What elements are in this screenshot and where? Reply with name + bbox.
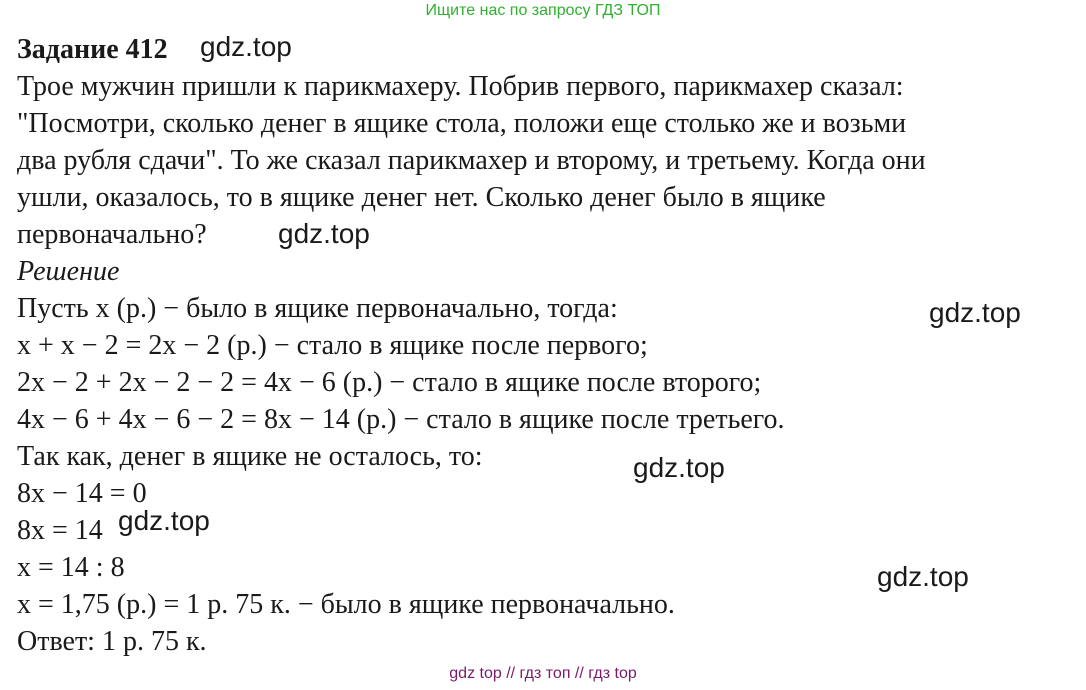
watermark: gdz.top <box>929 297 1021 328</box>
solution-line: x + x − 2 = 2x − 2 (р.) − стало в ящике после первого; <box>17 330 648 361</box>
solution-line: Пусть x (р.) − было в ящике первоначально, тогда: <box>17 293 618 324</box>
statement-line: "Посмотри, сколько денег в ящике стола, положи еще столько же и возьми <box>17 108 907 139</box>
bottom-footer: gdz top // гдз топ // гдз top <box>449 665 637 682</box>
watermark: gdz.top <box>278 218 370 249</box>
watermark: gdz.top <box>633 452 725 483</box>
solution-line: x = 1,75 (р.) = 1 р. 75 к. − было в ящике первоначально. <box>17 589 675 620</box>
top-banner: Ищите нас по запросу ГДЗ ТОП <box>425 2 661 19</box>
document-body <box>17 31 926 660</box>
solution-line: Так как, денег в ящике не осталось, то: <box>17 441 483 472</box>
solution-line: 8x − 14 = 0 <box>17 478 147 509</box>
task-heading-line <box>17 31 926 68</box>
watermark: gdz.top <box>877 561 969 592</box>
solution-line: x = 14 : 8 <box>17 552 125 583</box>
solution-heading: Решение <box>17 256 120 287</box>
statement-line: Трое мужчин пришли к парикмахеру. Побрив первого, парикмахер сказал: <box>17 71 904 102</box>
watermark: gdz.top <box>118 505 210 536</box>
task-title: Задание 412 <box>17 34 168 65</box>
answer-line: Ответ: 1 р. 75 к. <box>17 626 207 657</box>
statement-line: ушли, оказалось, то в ящике денег нет. Сколько денег было в ящике <box>17 182 826 213</box>
solution-line: 4x − 6 + 4x − 6 − 2 = 8x − 14 (р.) − стало в ящике после третьего. <box>17 404 785 435</box>
statement-line: два рубля сдачи". То же сказал парикмахер и второму, и третьему. Когда они <box>17 145 926 176</box>
solution-line: 2x − 2 + 2x − 2 − 2 = 4x − 6 (р.) − стало в ящике после второго; <box>17 367 762 398</box>
statement-line: первоначально? <box>17 219 207 250</box>
solution-line: 8x = 14 <box>17 515 103 546</box>
watermark: gdz.top <box>200 31 292 62</box>
